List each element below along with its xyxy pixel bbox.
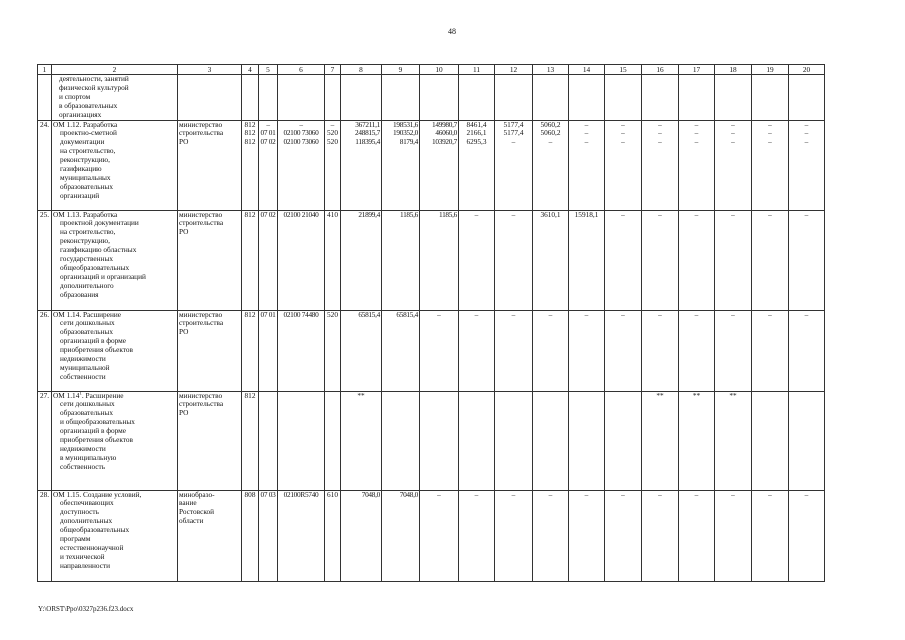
sub-value: – [804, 128, 809, 138]
cell-col7 [325, 120, 341, 210]
text-line: естественнонаучной [60, 542, 124, 552]
text-line: муниципальной [60, 362, 110, 372]
text-line: обеспечивающих [60, 498, 114, 508]
column-number-20: 20 [789, 65, 825, 75]
text-line: реконструкцию, [60, 236, 110, 246]
executor [178, 490, 242, 581]
text-line: в муниципальную [60, 452, 117, 462]
sub-value: – [584, 128, 589, 138]
column-number-3: 3 [178, 65, 242, 75]
sub-value: 149980,7 [432, 120, 457, 129]
text-line: собственности [60, 371, 106, 381]
text-line: направленности [60, 560, 111, 570]
cell-col16: – [642, 490, 679, 581]
text-line: РО [179, 327, 189, 337]
sub-value: – [768, 128, 772, 138]
cell-col20: – [789, 210, 825, 310]
text-line: дополнительного [60, 280, 114, 290]
cell-col15 [605, 120, 642, 210]
text-line: образования [60, 289, 99, 299]
continuation-name [52, 75, 178, 121]
cell-col17: – [679, 490, 715, 581]
sub-value: 5060,2 [540, 128, 561, 138]
text-line: недвижимости [60, 443, 106, 453]
text-line: государственных [60, 254, 114, 264]
text-line: организаций и организаций [60, 271, 146, 281]
cell-col6: 02100 21040 [278, 210, 325, 310]
sub-value: – [584, 120, 589, 129]
text-line: ОМ 1.14. Расширение [53, 310, 121, 319]
cell-col19: – [752, 490, 789, 581]
sub-value: 2166,1 [466, 128, 487, 138]
cell-col6: 02100R5740 [278, 490, 325, 581]
text-line: муниципальных [60, 172, 111, 182]
cell-col9: 65815,4 [382, 310, 420, 391]
cell-col9 [382, 391, 420, 490]
table-row-26 [38, 310, 825, 391]
sub-value: 5177,4 [503, 120, 524, 129]
column-number-19: 19 [752, 65, 789, 75]
text-line: строительства [179, 399, 224, 409]
column-number-9: 9 [382, 65, 420, 75]
cell-col5: 07 03 [259, 490, 278, 581]
text-line: образовательных [60, 408, 113, 418]
text-line: и общеобразовательных [60, 417, 135, 427]
row-number: 25. [38, 210, 52, 310]
sub-value: 367211,1 [355, 120, 380, 129]
continuation-line: организациях [59, 109, 102, 119]
column-number-7: 7 [325, 65, 341, 75]
continuation-line: физической культурой [59, 82, 129, 92]
cell-col8: 65815,4 [341, 310, 382, 391]
cell-col8: 21899,4 [341, 210, 382, 310]
text-line: РО [179, 408, 189, 418]
measure-prefix: ОМ 1.14 [53, 391, 80, 400]
text-line: общеобразовательных [60, 525, 130, 535]
text-line: области [179, 516, 204, 526]
cell-col14 [569, 120, 605, 210]
cell-col6 [278, 120, 325, 210]
cell-col20 [789, 120, 825, 210]
header-row [38, 65, 825, 75]
cell-col7: 410 [325, 210, 341, 310]
cell-col5 [259, 391, 278, 490]
sub-value: – [584, 137, 589, 147]
cell-col13: 3610,1 [533, 210, 569, 310]
cell-col10: – [420, 490, 459, 581]
cell-col12 [495, 120, 533, 210]
continuation-row [38, 75, 825, 121]
cell-col10: – [420, 310, 459, 391]
text-line: документации [60, 137, 105, 147]
cell-col11: – [459, 310, 495, 391]
sub-value: – [694, 128, 699, 138]
executor [178, 391, 242, 490]
cell-col17: – [679, 210, 715, 310]
text-line: РО [179, 227, 189, 237]
column-number-5: 5 [259, 65, 278, 75]
sub-value: 5060,2 [540, 120, 561, 129]
text-line: министерство [179, 210, 223, 219]
cell-col18: – [715, 310, 752, 391]
continuation-line: в образовательных [59, 100, 118, 110]
cell-col5 [259, 120, 278, 210]
cell-col11: – [459, 490, 495, 581]
text-line: общеобразовательных [60, 262, 130, 272]
cell-col7: 520 [325, 310, 341, 391]
executor [178, 120, 242, 210]
cell-col4: 812 [242, 210, 259, 310]
cell-col6 [278, 391, 325, 490]
cell-col10 [420, 120, 459, 210]
cell-col17: – [679, 310, 715, 391]
sub-value: 520 [327, 128, 338, 138]
continuation-line: и спортом [59, 91, 91, 101]
row-number: 24. [38, 120, 52, 210]
cell-col15: – [605, 310, 642, 391]
cell-col5: 07 02 [259, 210, 278, 310]
executor [178, 310, 242, 391]
cell-col18: ** [715, 391, 752, 490]
text-line: организаций в форме [60, 336, 127, 346]
text-line: образовательных [60, 181, 113, 191]
text-line: доступность [60, 507, 99, 517]
row-number: 28. [38, 490, 52, 581]
sub-value: – [804, 137, 809, 147]
sub-value: – [658, 120, 662, 129]
cell-col4: 812 [242, 391, 259, 490]
cell-col12: – [495, 210, 533, 310]
sub-value: – [511, 137, 516, 147]
cell-col11 [459, 120, 495, 210]
page-number: 48 [448, 27, 456, 36]
sub-value: 190352,0 [393, 128, 418, 138]
text-line: организаций [60, 190, 100, 200]
text-line: газификацию [60, 164, 102, 174]
cell-col16: – [642, 210, 679, 310]
cell-col12: – [495, 310, 533, 391]
cell-col13: – [533, 310, 569, 391]
text-line: сети дошкольных [60, 399, 115, 409]
sub-value: 198531,6 [393, 120, 418, 129]
text-line: образовательных [60, 327, 113, 337]
table-row-25 [38, 210, 825, 310]
measure-name [52, 490, 178, 581]
text-line: приобретения объектов [60, 345, 133, 355]
cell-col8: ** [341, 391, 382, 490]
column-number-16: 16 [642, 65, 679, 75]
column-number-6: 6 [278, 65, 325, 75]
cell-col19 [752, 120, 789, 210]
text-line: РО [179, 137, 189, 147]
column-number-10: 10 [420, 65, 459, 75]
cell-col14: 15918,1 [569, 210, 605, 310]
sub-value: 8179,4 [399, 137, 418, 147]
text-line: сети дошкольных [60, 318, 115, 328]
cell-col11 [459, 391, 495, 490]
cell-col18: – [715, 210, 752, 310]
sub-value: 46060,0 [435, 128, 457, 138]
cell-col13 [533, 120, 569, 210]
cell-col16: ** [642, 391, 679, 490]
text-line: на строительство, [60, 227, 116, 237]
text-line: дополнительных [60, 516, 113, 526]
text-line: министерство [179, 391, 223, 400]
text-line: приобретения объектов [60, 435, 133, 445]
cell-col15: – [605, 490, 642, 581]
column-number-15: 15 [605, 65, 642, 75]
sub-value: 5177,4 [503, 128, 524, 138]
cell-col9: 7048,0 [382, 490, 420, 581]
cell-col12: – [495, 490, 533, 581]
sub-value: 07 01 [260, 128, 276, 138]
sub-value: 812 [244, 128, 256, 138]
cell-col17: ** [679, 391, 715, 490]
measure-name-rest [53, 400, 176, 471]
cell-col15: – [605, 210, 642, 310]
column-number-2: 2 [52, 65, 178, 75]
column-number-17: 17 [679, 65, 715, 75]
cell-col10: 1185,6 [420, 210, 459, 310]
sub-value: 02100 73060 [283, 137, 319, 147]
row-number: 27. [38, 391, 52, 490]
cell-col7 [325, 391, 341, 490]
text-line: на строительство, [60, 146, 116, 156]
cell-col14: – [569, 490, 605, 581]
sub-value: – [694, 120, 699, 129]
cell-col10 [420, 391, 459, 490]
text-line: газификацию областных [60, 245, 137, 255]
cell-col7: 610 [325, 490, 341, 581]
measure-name [52, 120, 178, 210]
cell-col4: 808 [242, 490, 259, 581]
cell-col20 [789, 391, 825, 490]
cell-col18: – [715, 490, 752, 581]
measure-suffix: . Расширение [81, 391, 124, 400]
cell-col17 [679, 120, 715, 210]
sub-value: 248815,7 [355, 128, 380, 138]
file-path-footer: Y:\ORST\Ppo\0327p236.f23.docx [38, 605, 134, 613]
cell-col4 [242, 120, 259, 210]
table-row-24 [38, 120, 825, 210]
cell-col11: – [459, 210, 495, 310]
cell-col20: – [789, 310, 825, 391]
text-line: ОМ 1.15. Создание условий, [53, 490, 142, 499]
sub-value: – [768, 120, 772, 129]
cell-col9: 1185,6 [382, 210, 420, 310]
sub-value: – [621, 120, 625, 129]
program-table [37, 64, 825, 582]
measure-name [52, 391, 178, 490]
sub-value: – [658, 128, 662, 138]
sub-value: 118395,4 [355, 137, 380, 147]
cell-col14: – [569, 310, 605, 391]
sub-value: – [768, 137, 772, 147]
cell-col18 [715, 120, 752, 210]
table-row-28 [38, 490, 825, 581]
sub-value: – [548, 137, 553, 147]
cell-col16: – [642, 310, 679, 391]
sub-value: – [658, 137, 662, 147]
continuation-line: деятельности, занятий [59, 74, 129, 83]
sub-value: 8461,4 [466, 120, 487, 129]
sub-value: – [694, 137, 699, 147]
text-line: ОМ 1.12. Разработка [53, 120, 118, 129]
sub-value: – [621, 128, 625, 138]
column-number-14: 14 [569, 65, 605, 75]
cell-col16 [642, 120, 679, 210]
text-line: и технической [60, 551, 105, 561]
sub-value: – [266, 120, 270, 129]
sub-value: 812 [244, 137, 256, 147]
sub-value: 812 [244, 120, 256, 129]
text-line: недвижимости [60, 354, 106, 364]
sub-value: – [621, 137, 625, 147]
sub-value: 07 02 [260, 137, 276, 147]
column-number-1: 1 [38, 65, 52, 75]
cell-col15 [605, 391, 642, 490]
sub-value: 520 [327, 137, 338, 147]
text-line: вание [179, 498, 197, 508]
cell-col4: 812 [242, 310, 259, 391]
cell-col14 [569, 391, 605, 490]
text-line: собственность [60, 461, 106, 471]
sub-value: 6295,3 [466, 137, 487, 147]
sub-value: – [299, 120, 303, 129]
sub-value: 02100 73060 [283, 128, 319, 138]
sub-value: – [731, 120, 735, 129]
text-line: строительства [179, 318, 224, 328]
cell-col5: 07 01 [259, 310, 278, 391]
text-line: министерство [179, 310, 223, 319]
text-line: строительства [179, 128, 224, 138]
cell-col20: – [789, 490, 825, 581]
text-line: проектно-сметной [60, 128, 117, 138]
sub-value: – [731, 137, 735, 147]
text-line: организаций в форме [60, 426, 127, 436]
column-number-13: 13 [533, 65, 569, 75]
text-line: Ростовской [179, 507, 215, 517]
cell-col13 [533, 391, 569, 490]
text-line: проектной документации [60, 218, 139, 228]
cell-col6: 02100 74480 [278, 310, 325, 391]
sub-value: 103920,7 [432, 137, 457, 147]
cell-col8: 7048,0 [341, 490, 382, 581]
text-line: реконструкцию, [60, 155, 110, 165]
measure-name [52, 210, 178, 310]
column-number-12: 12 [495, 65, 533, 75]
row-number: 26. [38, 310, 52, 391]
cell-col19: – [752, 210, 789, 310]
measure-sup: 1 [79, 391, 82, 397]
text-line: программ [60, 534, 91, 544]
text-line: строительства [179, 218, 224, 228]
cell-col9 [382, 120, 420, 210]
table-row-27 [38, 391, 825, 490]
text-line: министерство [179, 120, 223, 129]
cell-col19: – [752, 310, 789, 391]
text-line: ОМ 1.13. Разработка [53, 210, 118, 219]
executor [178, 210, 242, 310]
cell-col12 [495, 391, 533, 490]
cell-col19 [752, 391, 789, 490]
sub-value: – [804, 120, 809, 129]
sub-value: – [330, 120, 335, 129]
column-number-11: 11 [459, 65, 495, 75]
column-number-18: 18 [715, 65, 752, 75]
column-number-4: 4 [242, 65, 259, 75]
measure-name [52, 310, 178, 391]
column-number-8: 8 [341, 65, 382, 75]
sub-value: – [731, 128, 735, 138]
cell-col8 [341, 120, 382, 210]
cell-col13: – [533, 490, 569, 581]
text-line: минобразо- [179, 490, 215, 499]
